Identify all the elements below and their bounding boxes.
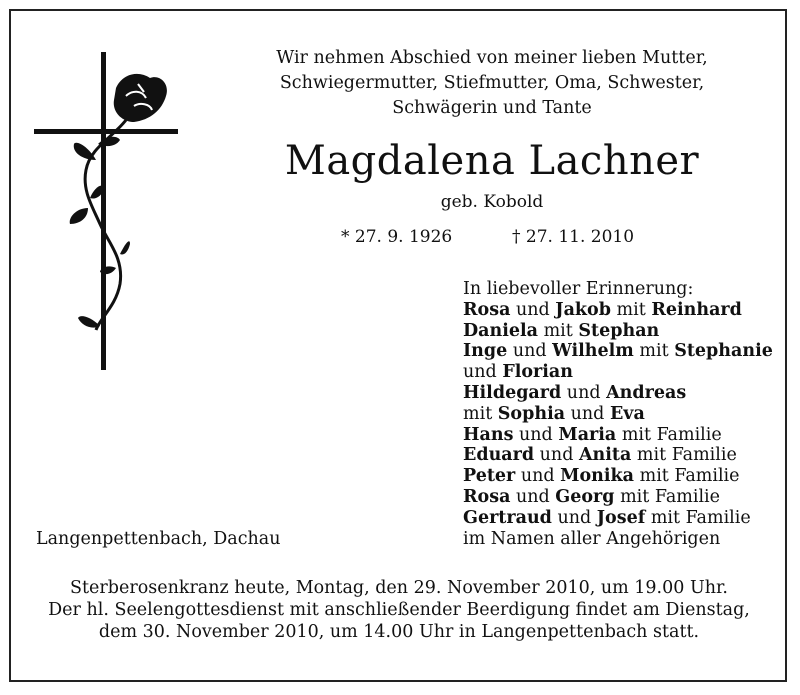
mourner-text: mit: [610, 299, 652, 320]
mourner-name: Josef: [596, 507, 646, 528]
mourner-text: mit: [463, 403, 498, 424]
mourner-line: [463, 341, 773, 362]
mourner-name: Wilhelm: [552, 341, 634, 362]
mourner-text: und: [561, 382, 607, 403]
mourner-name: Stephan: [578, 320, 660, 341]
mourner-text: und: [515, 466, 561, 487]
mourner-name: Reinhard: [651, 299, 742, 320]
mourner-text: und: [534, 445, 579, 466]
mourner-text: im Namen aller Angehörigen: [463, 528, 721, 549]
mourners-list: [463, 279, 773, 549]
mourner-name: Stephanie: [674, 341, 773, 362]
mourner-name: Anita: [578, 445, 632, 466]
cross-with-rose-icon: [30, 48, 190, 373]
mourner-text: mit Familie: [631, 445, 737, 466]
funeral-info-line: Sterberosenkranz heute, Montag, den 29. November 2010, um 19.00 Uhr.: [70, 578, 728, 598]
mourner-text: mit Familie: [645, 507, 751, 528]
mourners-heading: [463, 279, 773, 300]
mourner-name: Eduard: [463, 445, 535, 466]
mourner-text: und: [551, 507, 597, 528]
mourner-line: [463, 362, 773, 383]
mourner-name: Eva: [609, 403, 645, 424]
mourner-text: mit Familie: [614, 486, 720, 507]
mourner-name: Rosa: [463, 486, 511, 507]
deceased-name: Magdalena Lachner: [284, 138, 700, 184]
mourner-text: und: [463, 362, 503, 383]
intro-text: [232, 46, 752, 121]
mourner-name: Hans: [463, 424, 514, 445]
mourner-name: Rosa: [463, 299, 511, 320]
birth-date: * 27. 9. 1926: [341, 227, 453, 247]
mourner-line: [463, 383, 773, 404]
mourner-text: mit Familie: [634, 466, 740, 487]
mourner-name: Georg: [555, 486, 615, 507]
funeral-info-line: Der hl. Seelengottesdienst mit anschließender Beerdigung findet am Dienstag,: [48, 600, 750, 620]
mourner-name: Monika: [560, 466, 635, 487]
mourner-name: Inge: [463, 341, 508, 362]
death-date: † 27. 11. 2010: [512, 227, 635, 247]
maiden-name: geb. Kobold: [440, 192, 544, 212]
mourner-name: Daniela: [463, 320, 539, 341]
mourner-text: In liebevoller Erinnerung:: [463, 279, 694, 299]
mourner-text: und: [513, 424, 559, 445]
funeral-info-line: dem 30. November 2010, um 14.00 Uhr in Langenpettenbach statt.: [98, 622, 700, 642]
mourner-line: [463, 529, 773, 550]
mourner-line: [463, 466, 773, 487]
mourner-name: Peter: [463, 466, 516, 487]
intro-line: Wir nehmen Abschied von meiner lieben Mutter,: [276, 48, 708, 68]
mourner-name: Hildegard: [463, 382, 562, 403]
mourner-name: Andreas: [606, 382, 687, 403]
mourner-line: [463, 445, 773, 466]
mourner-text: und: [510, 486, 556, 507]
mourner-text: mit: [633, 341, 675, 362]
mourner-text: und: [565, 403, 610, 424]
mourner-line: [463, 487, 773, 508]
mourner-name: Gertraud: [463, 507, 552, 528]
mourner-name: Jakob: [555, 299, 611, 320]
mourner-line: [463, 321, 773, 342]
mourner-line: [463, 404, 773, 425]
mourner-name: Maria: [558, 424, 617, 445]
mourner-text: und: [507, 341, 553, 362]
mourner-name: Sophia: [497, 403, 566, 424]
mourner-line: [463, 425, 773, 446]
mourner-text: mit Familie: [616, 424, 722, 445]
mourner-text: und: [510, 299, 556, 320]
mourner-name: Florian: [502, 362, 573, 383]
funeral-info: [20, 577, 778, 643]
place-of-residence: Langenpettenbach, Dachau: [36, 529, 281, 549]
intro-line: Schwägerin und Tante: [392, 98, 592, 118]
mourner-line: [463, 508, 773, 529]
mourner-text: mit: [538, 320, 579, 341]
mourner-line: [463, 300, 773, 321]
intro-line: Schwiegermutter, Stiefmutter, Oma, Schwester,: [279, 73, 705, 93]
